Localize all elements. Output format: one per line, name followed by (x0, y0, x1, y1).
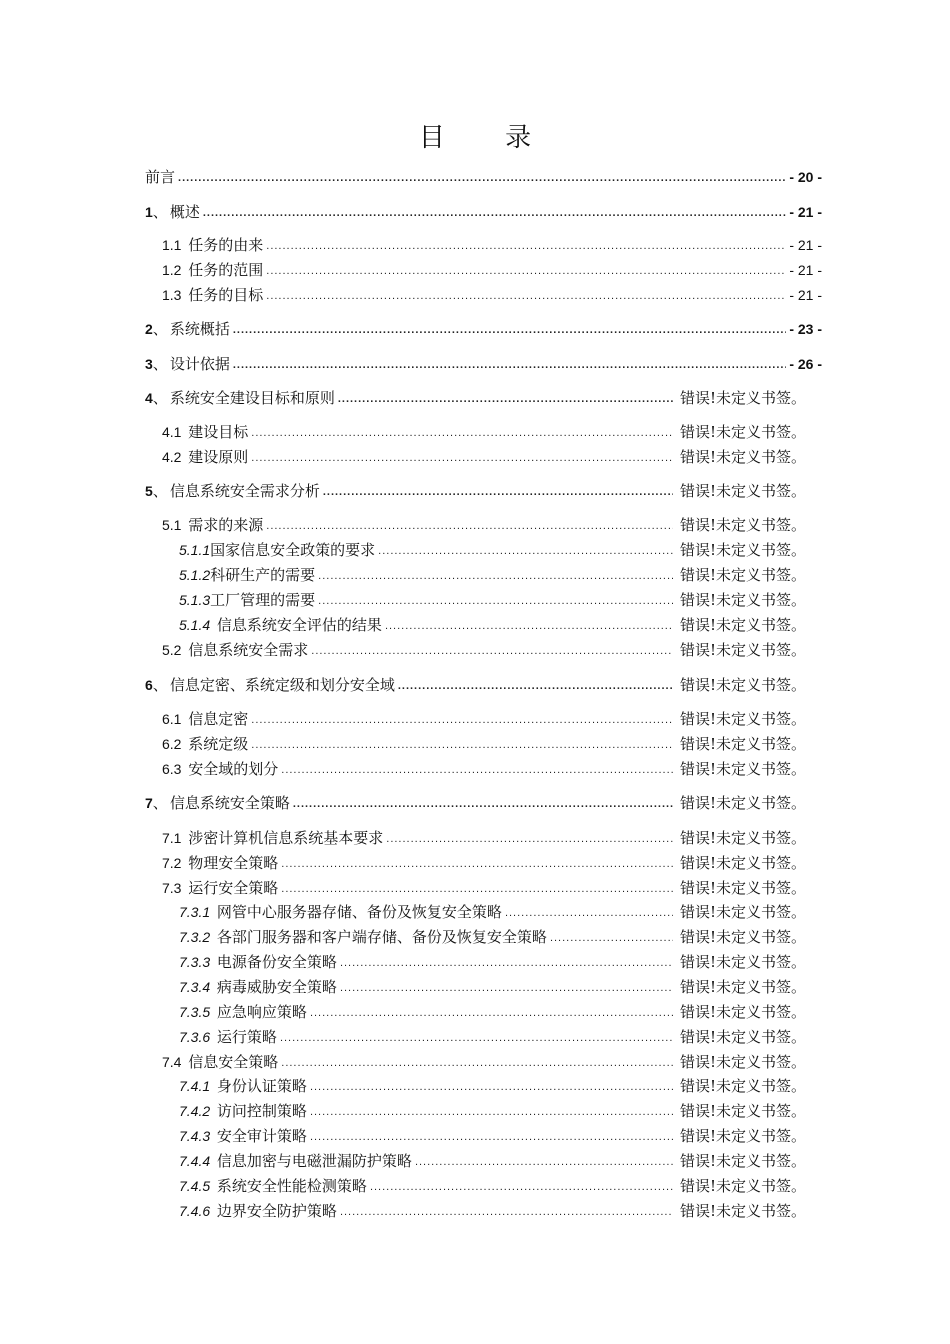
toc-entry[interactable] (179, 537, 822, 559)
toc-entry-page: 错误!未定义书签。 (680, 1003, 807, 1021)
toc-entry-number: 7.4 (162, 1054, 182, 1070)
toc-entry[interactable] (179, 1148, 822, 1170)
toc-entry-title: 信息系统安全策略 (169, 794, 290, 812)
toc-entry-title: 安全审计策略 (216, 1127, 307, 1145)
dot-leader (266, 263, 786, 279)
toc-entry-title: 应急响应策略 (216, 1003, 307, 1021)
toc-entry-page: 错误!未定义书签。 (680, 854, 807, 872)
dot-leader (310, 1104, 673, 1120)
dot-leader (203, 205, 786, 221)
dot-leader (340, 980, 673, 996)
toc-entry-page: 错误!未定义书签。 (680, 1177, 807, 1195)
toc-entry-page: 错误!未定义书签。 (680, 1127, 807, 1145)
dot-leader (281, 1055, 673, 1071)
dot-leader (398, 678, 673, 694)
dot-leader (340, 1204, 673, 1220)
toc-entry-separator (210, 1102, 215, 1120)
toc-entry-number: 5.1.2 (179, 567, 211, 583)
toc-entry[interactable] (179, 899, 822, 921)
toc-entry-title: 系统定级 (188, 735, 249, 753)
toc-entry-title: 建设目标 (188, 423, 249, 441)
toc-entry-title: 信息定密、系统定级和划分安全域 (169, 676, 395, 694)
toc-entry-number: 7.2 (162, 855, 182, 871)
dot-leader (323, 484, 673, 500)
toc-entry[interactable] (179, 587, 822, 609)
toc-entry-separator (210, 1152, 215, 1170)
dot-leader (251, 712, 673, 728)
toc-entry-separator: 、 (152, 794, 168, 812)
toc-entry-page: 错误!未定义书签。 (680, 735, 807, 753)
toc-entry-separator (181, 423, 186, 441)
toc-entry[interactable] (162, 282, 822, 304)
toc-entry[interactable] (162, 232, 822, 254)
toc-entry-number: 5.2 (162, 642, 182, 658)
dot-leader (310, 1129, 673, 1145)
toc-entry-number: 7.3.6 (179, 1029, 211, 1045)
dot-leader (415, 1154, 673, 1170)
toc-entry-separator (181, 286, 186, 304)
toc-entry-title: 任务的由来 (188, 236, 264, 254)
toc-entry-title: 运行安全策略 (188, 879, 279, 897)
toc-entry-number: 6 (145, 677, 153, 693)
dot-leader (266, 238, 786, 254)
toc-entry-number: 7.1 (162, 830, 182, 846)
toc-entry-number: 7.3.5 (179, 1004, 211, 1020)
toc-entry-title: 信息加密与电磁泄漏防护策略 (216, 1152, 412, 1170)
toc-entry-page: 错误!未定义书签。 (680, 903, 807, 921)
toc-entry-page: 错误!未定义书签。 (680, 566, 807, 584)
toc-entry[interactable] (162, 1049, 822, 1071)
toc-entry-page: 错误!未定义书签。 (680, 710, 807, 728)
toc-entry-number: 5.1 (162, 517, 182, 533)
toc-entry-title: 物理安全策略 (188, 854, 279, 872)
toc-entry-separator (181, 879, 186, 897)
toc-entry-page: 错误!未定义书签。 (680, 1028, 807, 1046)
toc-entry-title: 任务的范围 (188, 261, 264, 279)
dot-leader (280, 1030, 673, 1046)
toc-entry-page: 错误!未定义书签。 (680, 448, 807, 466)
toc-entry-title: 任务的目标 (188, 286, 264, 304)
toc-entry[interactable] (145, 478, 822, 500)
toc-entry-number: 7.3.2 (179, 929, 211, 945)
toc-entry-title: 信息系统安全需求分析 (169, 482, 320, 500)
toc-entry-title: 信息系统安全需求 (188, 641, 309, 659)
dot-leader (251, 450, 673, 466)
toc-entry[interactable] (145, 790, 822, 812)
toc-entry-number: 2 (145, 321, 153, 337)
toc-entry-separator: 、 (152, 389, 168, 407)
toc-entry-separator (210, 903, 215, 921)
toc-entry-page: - 21 - (789, 237, 822, 253)
toc-entry[interactable] (179, 999, 822, 1021)
dot-leader (310, 1005, 673, 1021)
toc-entry-number: 7.4.3 (179, 1128, 211, 1144)
toc-entry-number: 1.1 (162, 237, 182, 253)
toc-entry[interactable] (162, 512, 822, 534)
toc-entry-separator: 、 (152, 676, 168, 694)
toc-entry-number: 4.1 (162, 424, 182, 440)
toc-entry-page: 错误!未定义书签。 (680, 928, 807, 946)
toc-entry[interactable] (162, 825, 822, 847)
toc-entry-separator (181, 829, 186, 847)
toc-entry-page: - 21 - (789, 287, 822, 303)
toc-entry-number: 6.1 (162, 711, 182, 727)
dot-leader (505, 905, 673, 921)
toc-entry-number: 6.3 (162, 761, 182, 777)
dot-leader (281, 856, 673, 872)
toc-entry-page: - 21 - (789, 262, 822, 278)
toc-entry-separator (181, 735, 186, 753)
toc-entry[interactable] (162, 444, 822, 466)
toc-entry[interactable] (162, 731, 822, 753)
toc-entry-title: 系统概括 (169, 320, 230, 338)
dot-leader (233, 357, 786, 373)
toc-entry-title: 国家信息安全政策的要求 (210, 541, 376, 559)
toc-entry-number: 7.3.4 (179, 979, 211, 995)
dot-leader (266, 288, 786, 304)
toc-entry-page: 错误!未定义书签。 (680, 676, 807, 694)
toc-entry-number: 7.4.1 (179, 1078, 211, 1094)
toc-entry-page: 错误!未定义书签。 (680, 516, 807, 534)
toc-entry-number: 5.1.1 (179, 542, 211, 558)
toc-entry[interactable] (162, 756, 822, 778)
toc-entry-page: - 26 - (789, 356, 822, 372)
toc-entry-title: 信息定密 (188, 710, 249, 728)
toc-entry[interactable] (179, 924, 822, 946)
toc-entry-number: 1.3 (162, 287, 182, 303)
dot-leader (311, 643, 673, 659)
toc-entry-number: 7.4.5 (179, 1178, 211, 1194)
toc-entry-page: 错误!未定义书签。 (680, 1077, 807, 1095)
toc-entry[interactable] (145, 199, 822, 221)
toc-entry-page: 错误!未定义书签。 (680, 1102, 807, 1120)
dot-leader (340, 955, 673, 971)
toc-entry-separator (210, 978, 215, 996)
toc-entry-title: 建设原则 (188, 448, 249, 466)
toc-entry-title: 各部门服务器和客户端存储、备份及恢复安全策略 (216, 928, 547, 946)
toc-entry[interactable] (179, 1098, 822, 1120)
toc-entry-separator (181, 854, 186, 872)
toc-entry-number: 4.2 (162, 449, 182, 465)
toc-entry-page: 错误!未定义书签。 (680, 1053, 807, 1071)
toc-entry[interactable] (145, 164, 822, 186)
toc-entry[interactable] (145, 316, 822, 338)
toc-entry-separator (210, 1003, 215, 1021)
dot-leader (293, 796, 673, 812)
toc-entry-page: 错误!未定义书签。 (680, 953, 807, 971)
toc-entry[interactable] (145, 351, 822, 373)
toc-entry-title: 信息系统安全评估的结果 (216, 616, 382, 634)
toc-entry[interactable] (179, 949, 822, 971)
toc-entry-separator: 、 (152, 355, 168, 373)
toc-entry-page: 错误!未定义书签。 (680, 591, 807, 609)
toc-entry[interactable] (179, 1173, 822, 1195)
toc-entry[interactable] (162, 257, 822, 279)
toc-entry-separator (210, 1202, 215, 1220)
toc-entry-number: 5.1.4 (179, 617, 211, 633)
toc-entry-title: 设计依据 (169, 355, 230, 373)
toc-entry-number: 5.1.3 (179, 592, 211, 608)
toc-entry-page: 错误!未定义书签。 (680, 879, 807, 897)
toc-entry-separator: 、 (152, 203, 168, 221)
toc-entry[interactable] (145, 672, 822, 694)
toc-entry-title: 安全域的划分 (188, 760, 279, 778)
dot-leader (550, 930, 673, 946)
toc-entry-number: 7 (145, 795, 153, 811)
toc-entry-title: 涉密计算机信息系统基本要求 (188, 829, 384, 847)
toc-entry-separator: 、 (152, 482, 168, 500)
toc-entry-page: 错误!未定义书签。 (680, 541, 807, 559)
toc-entry-separator (181, 760, 186, 778)
toc-entry-title: 工厂管理的需要 (210, 591, 316, 609)
toc-entry-title: 需求的来源 (188, 516, 264, 534)
dot-leader (318, 568, 673, 584)
toc-entry-title: 概述 (169, 203, 200, 221)
toc-entry-separator (181, 1053, 186, 1071)
toc-entry-number: 5 (145, 483, 153, 499)
dot-leader (251, 425, 673, 441)
toc-entry-title: 运行策略 (216, 1028, 277, 1046)
dot-leader (385, 618, 673, 634)
dot-leader (370, 1179, 673, 1195)
toc-entry-page: 错误!未定义书签。 (680, 482, 807, 500)
toc-entry-number: 7.4.4 (179, 1153, 211, 1169)
toc-entry[interactable] (162, 706, 822, 728)
toc-entry-number: 7.4.2 (179, 1103, 211, 1119)
toc-entry-title: 系统安全建设目标和原则 (169, 389, 335, 407)
toc-entry[interactable] (162, 637, 822, 659)
dot-leader (281, 762, 673, 778)
toc-entry-page: - 21 - (789, 204, 822, 220)
toc-entry[interactable] (162, 875, 822, 897)
toc-entry[interactable] (179, 1198, 822, 1220)
dot-leader (310, 1079, 673, 1095)
toc-entry-title: 前言 (145, 168, 176, 186)
toc-entry[interactable] (179, 612, 822, 634)
toc-entry-page: 错误!未定义书签。 (680, 423, 807, 441)
toc-entry-number: 7.4.6 (179, 1203, 211, 1219)
toc-entry-separator (210, 1028, 215, 1046)
toc-entry-page: 错误!未定义书签。 (680, 794, 807, 812)
toc-entry-page: 错误!未定义书签。 (680, 1202, 807, 1220)
toc-entry-page: 错误!未定义书签。 (680, 641, 807, 659)
toc-entry[interactable] (179, 1123, 822, 1145)
toc-entry[interactable] (162, 850, 822, 872)
toc-entry-separator (210, 953, 215, 971)
toc-entry-separator (181, 710, 186, 728)
toc-entry-separator (181, 261, 186, 279)
toc-entry-number: 3 (145, 356, 153, 372)
toc-entry[interactable] (179, 974, 822, 996)
toc-entry-page: 错误!未定义书签。 (680, 978, 807, 996)
dot-leader (386, 831, 673, 847)
dot-leader (266, 518, 673, 534)
toc-entry-page: 错误!未定义书签。 (680, 829, 807, 847)
toc-entry-separator (210, 1177, 215, 1195)
toc-entry-title: 病毒威胁安全策略 (216, 978, 337, 996)
toc-entry-number: 1.2 (162, 262, 182, 278)
toc-entry-title: 信息安全策略 (188, 1053, 279, 1071)
toc-entry-separator (210, 1127, 215, 1145)
toc-entry-title: 电源备份安全策略 (216, 953, 337, 971)
toc-entry-separator (181, 516, 186, 534)
dot-leader (338, 391, 673, 407)
dot-leader (281, 881, 673, 897)
page-title: 目 录 (418, 123, 558, 154)
toc-entry-separator: 、 (152, 320, 168, 338)
toc-entry-separator (210, 928, 215, 946)
toc-entry-title: 访问控制策略 (216, 1102, 307, 1120)
toc-entry-page: - 23 - (789, 321, 822, 337)
dot-leader (178, 170, 786, 186)
toc-entry-number: 4 (145, 390, 153, 406)
toc-entry-number: 7.3.1 (179, 904, 211, 920)
toc-entry-separator (181, 448, 186, 466)
toc-entry-page: 错误!未定义书签。 (680, 616, 807, 634)
toc-entry-number: 7.3.3 (179, 954, 211, 970)
toc-entry-number: 1 (145, 204, 153, 220)
toc-entry-separator (181, 641, 186, 659)
toc-entry[interactable] (179, 562, 822, 584)
toc-entry-separator (210, 616, 215, 634)
toc-entry-title: 身份认证策略 (216, 1077, 307, 1095)
toc-entry-title: 边界安全防护策略 (216, 1202, 337, 1220)
toc-entry[interactable] (162, 419, 822, 441)
toc-entry[interactable] (179, 1073, 822, 1095)
toc-entry-page: 错误!未定义书签。 (680, 1152, 807, 1170)
toc-entry-number: 6.2 (162, 736, 182, 752)
toc-entry-page: 错误!未定义书签。 (680, 389, 807, 407)
toc-entry-title: 科研生产的需要 (210, 566, 316, 584)
toc-entry-number: 7.3 (162, 880, 182, 896)
dot-leader (378, 543, 673, 559)
toc-entry[interactable] (145, 385, 822, 407)
toc-entry-title: 网管中心服务器存储、备份及恢复安全策略 (216, 903, 502, 921)
toc-entry-separator (181, 236, 186, 254)
toc-entry-page: 错误!未定义书签。 (680, 760, 807, 778)
dot-leader (318, 593, 673, 609)
toc-entry-page: - 20 - (789, 169, 822, 185)
dot-leader (233, 322, 786, 338)
dot-leader (251, 737, 673, 753)
toc-entry-title: 系统安全性能检测策略 (216, 1177, 367, 1195)
toc-entry-separator (210, 1077, 215, 1095)
toc-entry[interactable] (179, 1024, 822, 1046)
